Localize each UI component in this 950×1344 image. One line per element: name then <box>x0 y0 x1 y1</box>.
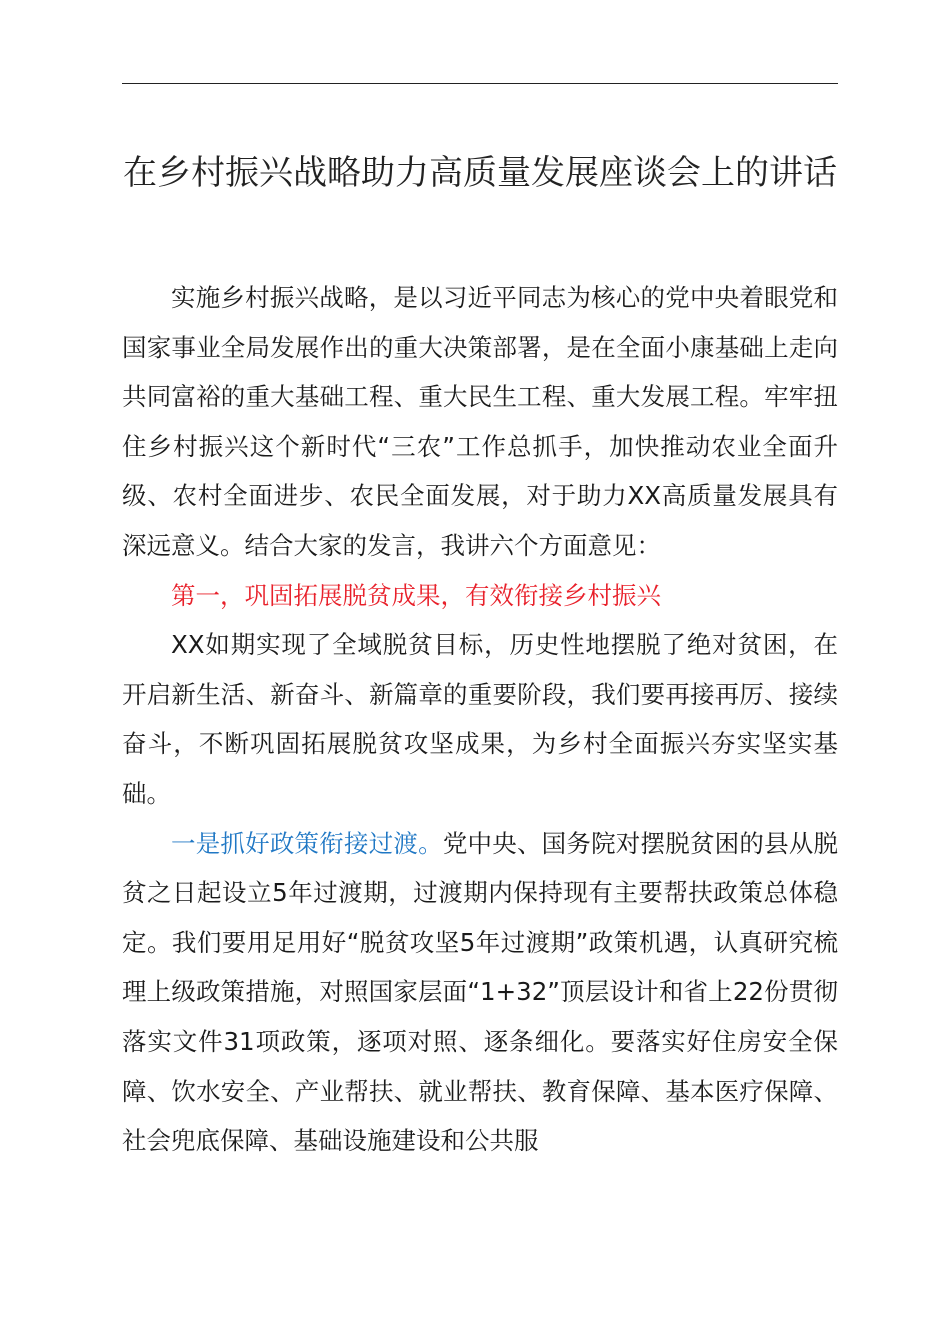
header-rule <box>122 83 838 84</box>
intro-paragraph: 实施乡村振兴战略，是以习近平同志为核心的党中央着眼党和国家事业全局发展作出的重大决策部署，是在全面小康基础上走向共同富裕的重大基础工程、重大民生工程、重大发展工程。牢牢扭住乡村振兴这个新时代“三农”工作总抓手，加快推动农业全面升级、农村全面进步、农民全面发展，对于助力XX高质量发展具有深远意义。结合大家的发言，我讲六个方面意见： <box>122 283 838 560</box>
document-title: 在乡村振兴战略助力高质量发展座谈会上的讲话 <box>123 153 837 193</box>
point-1-paragraph <box>122 819 838 1166</box>
section-1-paragraph: XX如期实现了全域脱贫目标，历史性地摆脱了绝对贫困，在开启新生活、新奋斗、新篇章的重要阶段，我们要再接再厉、接续奋斗，不断巩固拓展脱贫攻坚成果，为乡村全面振兴夯实坚实基础。 <box>122 630 838 808</box>
point-1-body: 党中央、国务院对摆脱贫困的县从脱贫之日起设立5年过渡期，过渡期内保持现有主要帮扶政策总体稳定。我们要用足用好“脱贫攻坚5年过渡期”政策机遇，认真研究梳理上级政策措施，对照国家层面“1+32”顶层设计和省上22份贯彻落实文件31项政策，逐项对照、逐条细化。要落实好住房安全保障、饮水安全、产业帮扶、就业帮扶、教育保障、基本医疗保障、社会兜底保障、基础设施建设和公共服 <box>122 828 838 1156</box>
document-body <box>122 273 838 1166</box>
section-heading-1: 第一，巩固拓展脱贫成果，有效衔接乡村振兴 <box>171 580 661 610</box>
point-1-heading: 一是抓好政策衔接过渡。 <box>171 828 443 858</box>
